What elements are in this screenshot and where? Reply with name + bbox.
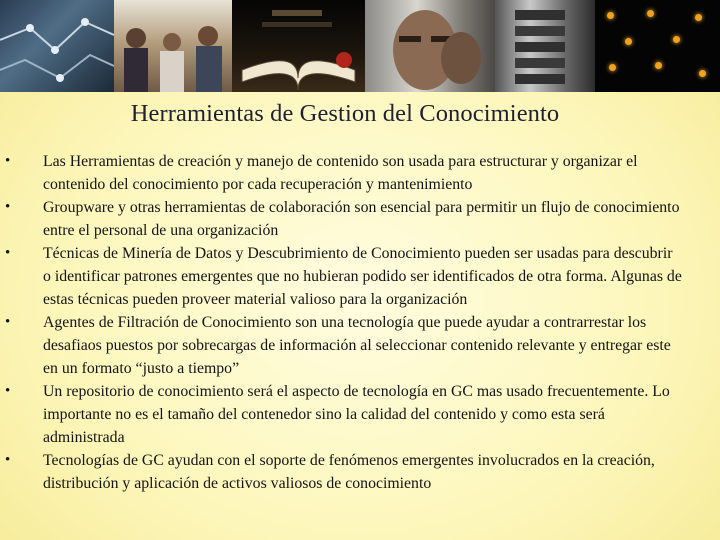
bullet-icon: • xyxy=(5,245,11,261)
bullet-icon: • xyxy=(5,153,11,169)
people-silhouettes-graphic xyxy=(114,0,232,92)
bullet-text: Técnicas de Minería de Datos y Descubrimiento de Conocimiento pueden ser usadas para descubrir o identificar patrones emergentes que no hubieran podido ser identificados de otra forma. Algunas de estas técnicas pueden proveer material valioso para la organización xyxy=(43,245,682,308)
status-light-icon xyxy=(607,12,614,19)
open-book-graphic xyxy=(232,0,365,92)
bullet-text: Un repositorio de conocimiento será el aspecto de tecnología en GC mas usado frecuentemente. Lo importante no es el tamaño del contenedor sino la calidad del contenido y como esta será administrada xyxy=(43,383,670,446)
status-light-icon xyxy=(647,10,654,17)
header-photo-banner xyxy=(0,0,720,92)
photo-thinking-man xyxy=(365,0,495,92)
bullet-icon: • xyxy=(5,383,11,399)
photo-network-diagram xyxy=(0,0,114,92)
network-lines-graphic xyxy=(0,0,114,92)
photo-network-lights xyxy=(595,0,720,92)
photo-server-rack xyxy=(495,0,595,92)
status-light-icon xyxy=(655,62,662,69)
bullet-icon: • xyxy=(5,314,11,330)
status-light-icon xyxy=(699,70,706,77)
bullet-text: Tecnologías de GC ayudan con el soporte de fenómenos emergentes involucrados en la creación, distribución y aplicación de activos valiosos de conocimiento xyxy=(43,452,655,492)
bullet-text: Agentes de Filtración de Conocimiento son una tecnología que puede ayudar a contrarrestar los desafiaos puestos por sobrecargas de información al seleccionar contenido relevante y entregar este en un formato “justo a tiempo” xyxy=(43,314,671,377)
bullet-item xyxy=(0,380,683,449)
photo-open-book xyxy=(232,0,365,92)
bullet-text: Las Herramientas de creación y manejo de contenido son usada para estructurar y organizar el contenido del conocimiento por cada recuperación y mantenimiento xyxy=(43,153,638,193)
bullet-list xyxy=(0,150,720,495)
bullet-item xyxy=(0,449,683,495)
status-light-icon xyxy=(609,64,616,71)
bullet-item xyxy=(0,311,683,380)
bullet-text: Groupware y otras herramientas de colaboración son esencial para permitir un flujo de conocimiento entre el personal de una organización xyxy=(43,199,680,239)
bullet-item xyxy=(0,242,683,311)
bullet-icon: • xyxy=(5,452,11,468)
status-light-icon xyxy=(625,38,632,45)
bullet-item xyxy=(0,196,683,242)
bullet-icon: • xyxy=(5,199,11,215)
server-rack-graphic xyxy=(495,0,595,92)
face-graphic xyxy=(365,0,495,92)
photo-meeting-group xyxy=(114,0,232,92)
status-light-icon xyxy=(673,36,680,43)
status-light-icon xyxy=(695,14,702,21)
slide-title: Herramientas de Gestion del Conocimiento xyxy=(130,100,560,127)
bullet-item xyxy=(0,150,683,196)
